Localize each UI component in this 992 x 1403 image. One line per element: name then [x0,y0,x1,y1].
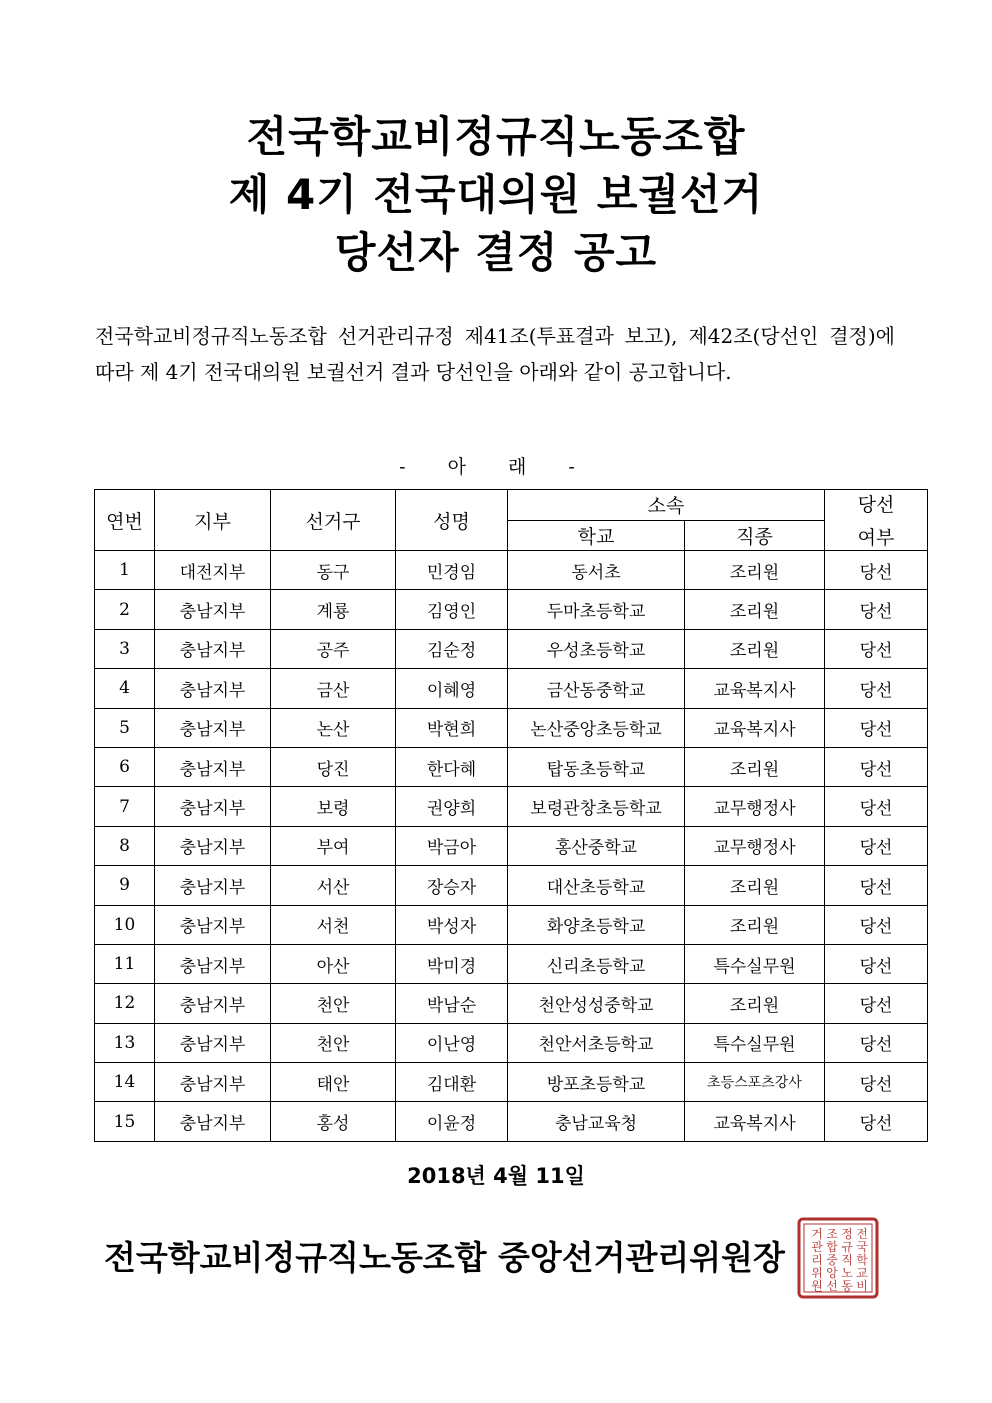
cell-name: 김순정 [396,629,508,668]
svg-text:노: 노 [841,1266,853,1280]
table-row [95,708,928,747]
document-title [0,108,992,282]
cell-district: 공주 [271,629,396,668]
cell-branch: 충남지부 [155,629,271,668]
table-row [95,629,928,668]
cell-school: 충남교육청 [508,1102,685,1141]
cell-branch: 충남지부 [155,669,271,708]
table-row [95,905,928,944]
header-branch: 지부 [155,490,271,551]
cell-elected: 당선 [825,747,928,786]
cell-elected: 당선 [825,590,928,629]
cell-elected: 당선 [825,1023,928,1062]
header-elected-line-2: 여부 [857,527,895,549]
cell-school: 대산초등학교 [508,866,685,905]
svg-text:거: 거 [811,1227,823,1241]
cell-school: 화양초등학교 [508,905,685,944]
cell-branch: 충남지부 [155,708,271,747]
svg-text:합: 합 [826,1240,838,1254]
cell-district: 부여 [271,826,396,865]
cell-job: 조리원 [685,590,825,629]
cell-elected: 당선 [825,669,928,708]
cell-branch: 충남지부 [155,826,271,865]
cell-name: 김대환 [396,1063,508,1102]
cell-school: 동서초 [508,551,685,590]
svg-text:국: 국 [856,1240,868,1254]
cell-no: 3 [95,629,155,668]
cell-name: 박현희 [396,708,508,747]
title-line-1: 전국학교비정규직노동조합 [246,112,746,161]
cell-school: 논산중앙초등학교 [508,708,685,747]
cell-job: 교육복지사 [685,708,825,747]
svg-text:리: 리 [811,1253,823,1267]
cell-name: 권양희 [396,787,508,826]
cell-school: 우성초등학교 [508,629,685,668]
cell-school: 신리초등학교 [508,944,685,983]
cell-elected: 당선 [825,984,928,1023]
cell-no: 8 [95,826,155,865]
cell-no: 5 [95,708,155,747]
intro-paragraph: 전국학교비정규직노동조합 선거관리규정 제41조(투표결과 보고), 제42조(당선인 결정)에 따라 제 4기 전국대의원 보궐선거 결과 당선인을 아래와 같이 공고합니다. [95,324,895,384]
cell-school: 탑동초등학교 [508,747,685,786]
table-row [95,787,928,826]
official-seal [796,1216,880,1300]
svg-text:원: 원 [811,1279,823,1293]
title-line-3: 당선자 결정 공고 [334,228,658,277]
header-school: 학교 [508,520,685,551]
cell-district: 태안 [271,1063,396,1102]
header-no: 연번 [95,490,155,551]
cell-school: 금산동중학교 [508,669,685,708]
cell-no: 7 [95,787,155,826]
cell-branch: 충남지부 [155,866,271,905]
signature-line: 전국학교비정규직노동조합 중앙선거관리위원장 [104,1238,785,1277]
cell-no: 14 [95,1063,155,1102]
announcement-date: 2018년 4월 11일 [407,1164,585,1188]
table-row [95,1023,928,1062]
cell-school: 천안성성중학교 [508,984,685,1023]
svg-text:앙: 앙 [826,1266,838,1280]
cell-no: 11 [95,944,155,983]
header-elected [825,490,928,551]
cell-name: 박남순 [396,984,508,1023]
cell-no: 12 [95,984,155,1023]
header-job: 직종 [685,520,825,551]
cell-elected: 당선 [825,551,928,590]
cell-branch: 충남지부 [155,1023,271,1062]
header-affiliation: 소속 [508,490,825,521]
cell-no: 15 [95,1102,155,1141]
cell-school: 방포초등학교 [508,1063,685,1102]
svg-text:정: 정 [841,1227,853,1241]
table-row [95,1102,928,1141]
cell-elected: 당선 [825,1063,928,1102]
cell-job: 교무행정사 [685,787,825,826]
svg-text:관: 관 [811,1240,823,1254]
table-row [95,551,928,590]
cell-elected: 당선 [825,944,928,983]
cell-job: 초등스포츠강사 [685,1063,825,1102]
cell-job: 조리원 [685,747,825,786]
results-table [94,489,928,1142]
cell-job: 조리원 [685,629,825,668]
cell-no: 10 [95,905,155,944]
cell-branch: 충남지부 [155,747,271,786]
cell-name: 이난영 [396,1023,508,1062]
header-district: 선거구 [271,490,396,551]
table-row [95,747,928,786]
cell-elected: 당선 [825,1102,928,1141]
cell-branch: 충남지부 [155,1063,271,1102]
cell-job: 조리원 [685,905,825,944]
cell-no: 6 [95,747,155,786]
cell-branch: 충남지부 [155,590,271,629]
cell-district: 천안 [271,1023,396,1062]
cell-name: 이윤정 [396,1102,508,1141]
cell-job: 조리원 [685,984,825,1023]
cell-no: 9 [95,866,155,905]
results-table-body [95,551,928,1142]
cell-name: 김영인 [396,590,508,629]
cell-name: 이혜영 [396,669,508,708]
table-row [95,866,928,905]
table-row [95,1063,928,1102]
cell-name: 민경임 [396,551,508,590]
cell-district: 서산 [271,866,396,905]
cell-branch: 충남지부 [155,944,271,983]
cell-name: 장승자 [396,866,508,905]
cell-school: 천안서초등학교 [508,1023,685,1062]
cell-no: 2 [95,590,155,629]
cell-school: 홍산중학교 [508,826,685,865]
cell-job: 조리원 [685,551,825,590]
svg-text:비: 비 [856,1279,868,1293]
table-row [95,669,928,708]
cell-district: 서천 [271,905,396,944]
cell-branch: 충남지부 [155,984,271,1023]
cell-name: 박금아 [396,826,508,865]
svg-text:선: 선 [826,1279,838,1293]
cell-name: 박미경 [396,944,508,983]
cell-job: 교육복지사 [685,1102,825,1141]
cell-branch: 충남지부 [155,1102,271,1141]
cell-district: 당진 [271,747,396,786]
header-name: 성명 [396,490,508,551]
cell-elected: 당선 [825,905,928,944]
cell-job: 특수실무원 [685,944,825,983]
cell-district: 보령 [271,787,396,826]
cell-job: 조리원 [685,866,825,905]
cell-elected: 당선 [825,826,928,865]
cell-district: 동구 [271,551,396,590]
below-label: - 아 래 - [399,456,593,478]
cell-job: 교육복지사 [685,669,825,708]
cell-name: 한다혜 [396,747,508,786]
cell-elected: 당선 [825,629,928,668]
cell-no: 4 [95,669,155,708]
svg-text:교: 교 [856,1266,868,1280]
svg-text:동: 동 [841,1279,853,1293]
cell-elected: 당선 [825,787,928,826]
cell-school: 두마초등학교 [508,590,685,629]
table-row [95,826,928,865]
cell-elected: 당선 [825,708,928,747]
cell-district: 금산 [271,669,396,708]
cell-district: 천안 [271,984,396,1023]
cell-school: 보령관창초등학교 [508,787,685,826]
svg-text:학: 학 [856,1253,868,1267]
cell-name: 박성자 [396,905,508,944]
svg-text:중: 중 [826,1253,838,1267]
cell-district: 홍성 [271,1102,396,1141]
svg-text:조: 조 [826,1227,838,1241]
svg-text:직: 직 [841,1253,853,1267]
table-row [95,590,928,629]
header-elected-line-1: 당선 [857,494,895,516]
svg-text:위: 위 [811,1266,823,1280]
cell-district: 논산 [271,708,396,747]
cell-job: 교무행정사 [685,826,825,865]
table-row [95,984,928,1023]
svg-text:전: 전 [856,1227,868,1241]
cell-district: 아산 [271,944,396,983]
cell-district: 계룡 [271,590,396,629]
table-row [95,944,928,983]
svg-text:규: 규 [841,1240,853,1254]
title-line-2: 제 4기 전국대의원 보궐선거 [228,170,764,219]
cell-no: 13 [95,1023,155,1062]
cell-elected: 당선 [825,866,928,905]
cell-branch: 충남지부 [155,905,271,944]
cell-branch: 대전지부 [155,551,271,590]
cell-no: 1 [95,551,155,590]
cell-job: 특수실무원 [685,1023,825,1062]
cell-branch: 충남지부 [155,787,271,826]
